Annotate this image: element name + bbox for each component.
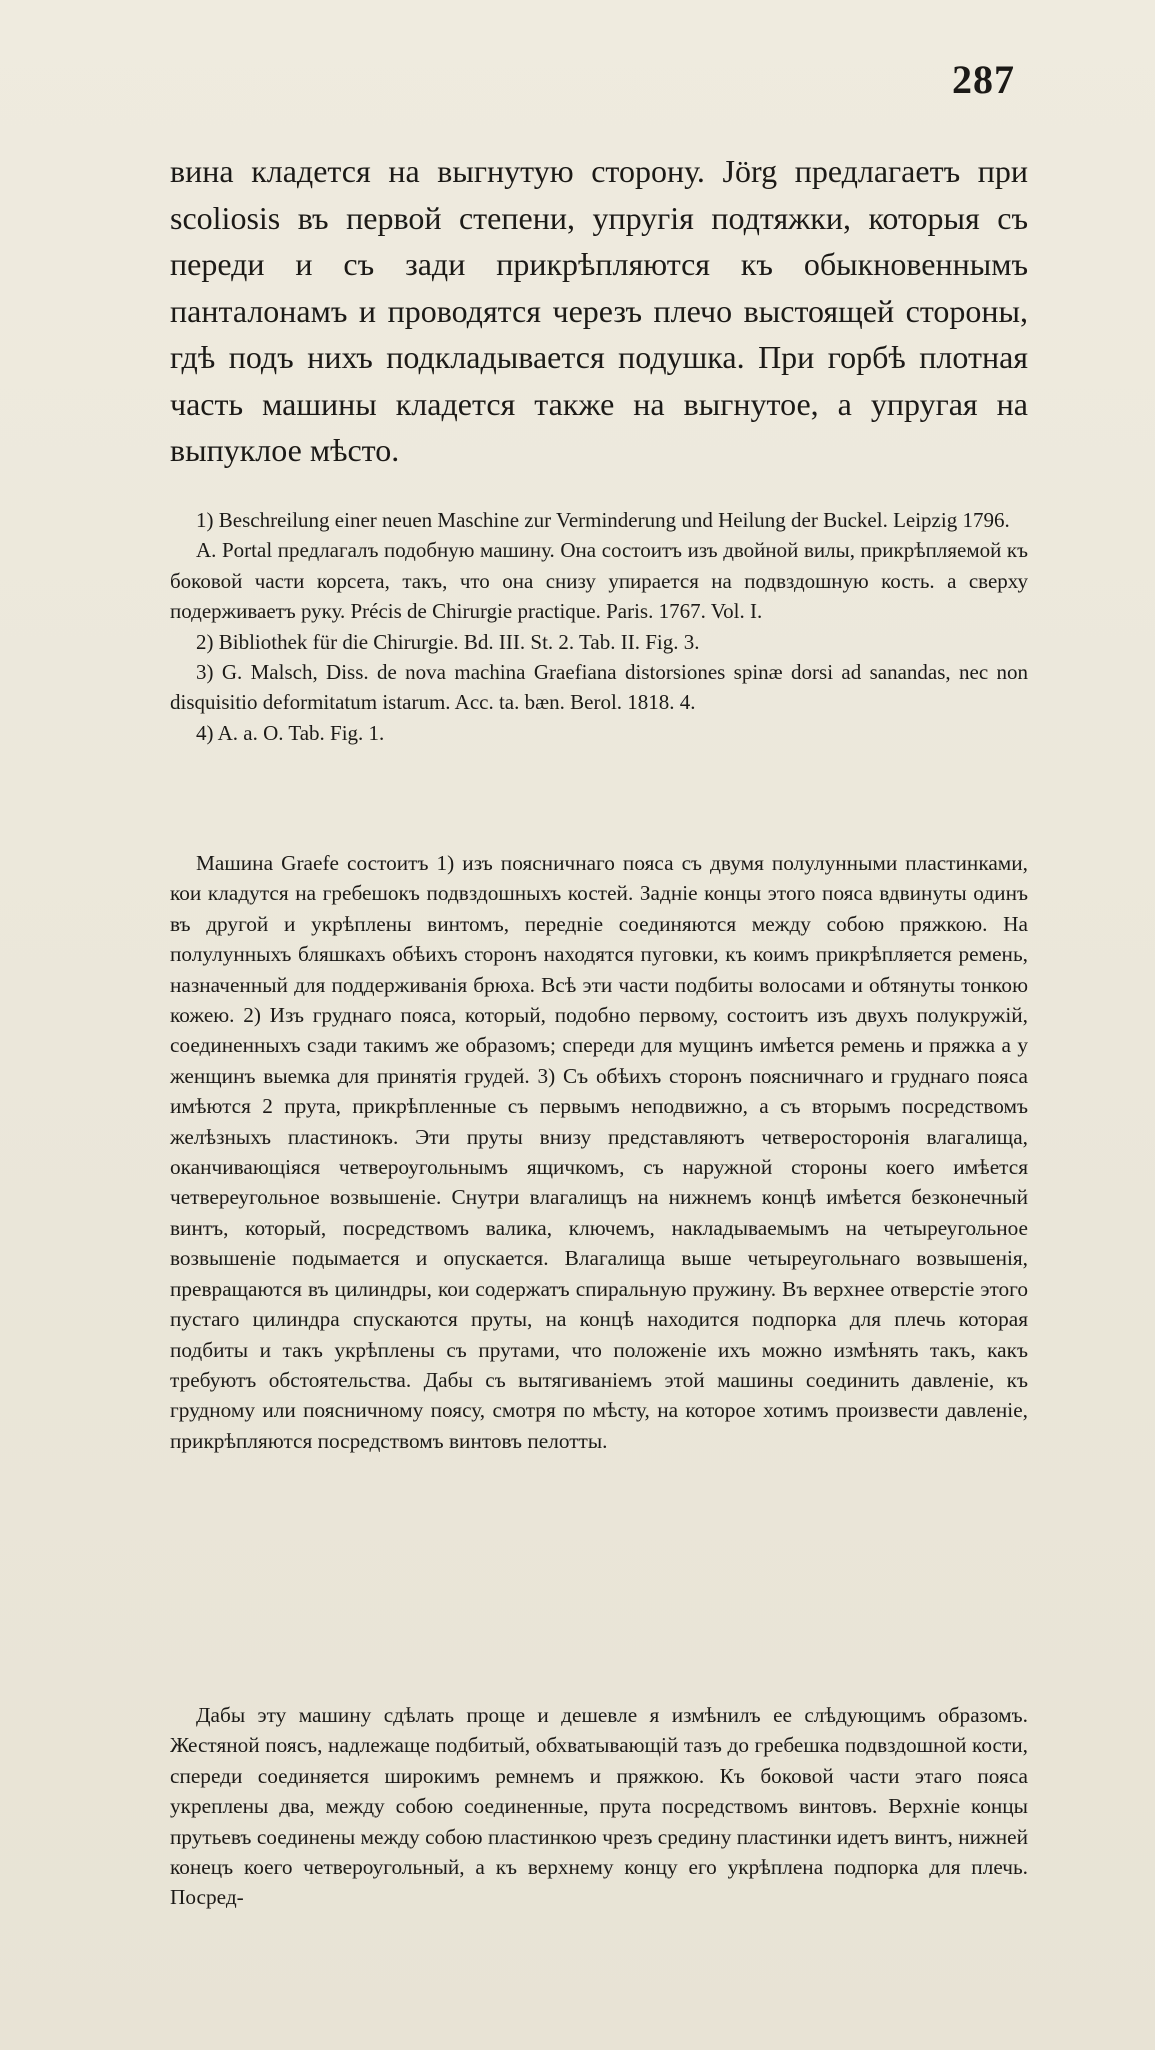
- footnotes: [170, 505, 1028, 748]
- page-number: 287: [952, 57, 1015, 102]
- footnote-3: 3) G. Malsch, Diss. de nova machina Graefiana distorsiones spinæ dorsi ad sanandas, nec non disquisitio deformitatum istarum. Acc. ta. bæn. Berol. 1818. 4.: [170, 660, 1028, 715]
- modified-machine-description: Дабы эту машину сдѣлать проще и дешевле я измѣнилъ ее слѣдующимъ образомъ. Жестяной поясъ, надлежаще подбитый, обхватывающій тазъ до гребешка подвздошной кости, спереди соединяется широкимъ ремнемъ и пряжкою. Къ боковой части этаго пояса укреплены два, между собою соединенные, прута посредствомъ винтовъ. Верхніе концы прутьевъ соединены между собою пластинкою чрезъ средину пластинки идетъ винтъ, нижней конецъ коего четвероугольный, а къ верхнему концу его укрѣплена подпорка для плечь. Посред-: [170, 1703, 1028, 1910]
- main-paragraph: вина кладется на выгнутую сторону. Jörg предлагаетъ при scoliosis въ первой степени, упругія подтяжки, которыя съ переди и съ зади прикрѣпляются къ обыкновеннымъ панталонамъ и проводятся черезъ плечо выстоящей стороны, гдѣ подъ нихъ подкладывается подушка. При горбѣ плотная часть машины кладется также на выгнутое, а упругая на выпуклое мѣсто.: [170, 153, 1028, 468]
- footnote-2: 2) Bibliothek für die Chirurgie. Bd. III. St. 2. Tab. II. Fig. 3.: [196, 629, 700, 654]
- machine-description: Машина Graefe состоитъ 1) изъ поясничнаго пояса съ двумя полулунными пластинками, кои кладутся на гребешокъ подвздошныхъ костей. Задніе концы этого пояса вдвинуты одинъ въ другой и укрѣплены винтомъ, передніе соединяются между собою пряжкою. На полулунныхъ бляшкахъ обѣихъ сторонъ находятся пуговки, къ коимъ прикрѣпляется ремень, назначенный для поддерживанія брюха. Всѣ эти части подбиты волосами и обтянуты тонкою кожею. 2) Изъ груднаго пояса, который, подобно первому, состоитъ изъ двухъ полукружій, соединенныхъ сзади такимъ же образомъ; спереди для мущинъ имѣется ремень и пряжка а у женщинъ выемка для принятія грудей. 3) Съ обѣихъ сторонъ поясничнаго и груднаго пояса имѣются 2 прута, прикрѣпленные съ первымъ неподвижно, а съ вторымъ посредствомъ желѣзныхъ пластинокъ. Эти пруты внизу представляютъ четверосторонія влагалища, оканчивающіяся четвероугольнымъ ящичкомъ, съ наружной стороны коего имѣется четвереугольное возвышеніе. Снутри влагалищъ на нижнемъ концѣ имѣется безконечный винтъ, который, посредствомъ валика, ключемъ, накладываемымъ на четыреугольное возвышеніе подымается и опускается. Влагалища выше четыреугольнаго возвышенія, превращаются въ цилиндры, кои содержатъ спиральную пружину. Въ верхнее отверстіе этого пустаго цилиндра спускаются пруты, на концѣ находится подпорка для плечь которая подбиты и такъ укрѣплены съ прутами, что положеніе ихъ можно измѣнять такъ, какъ требуютъ обстоятельства. Дабы съ вытягиваніемъ этой машины соединить давленіе, къ грудному или поясничному поясу, смотря по мѣсту, на которое хотимъ произвести давленіе, прикрѣпляются посредствомъ винтовъ пелотты.: [170, 851, 1028, 1453]
- footnote-portal: A. Portal предлагалъ подобную машину. Она состоитъ изъ двойной вилы, прикрѣпляемой къ боковой части корсета, такъ, что она снизу упирается на подвздошную кость. а сверху подерживаетъ руку. Précis de Chirurgie practique. Paris. 1767. Vol. I.: [170, 538, 1028, 624]
- footnote-4: 4) A. a. O. Tab. Fig. 1.: [196, 720, 385, 745]
- footnote-1: 1) Beschreilung einer neuen Maschine zur Verminderung und Heilung der Buckel. Leipzig 1796.: [196, 508, 1010, 532]
